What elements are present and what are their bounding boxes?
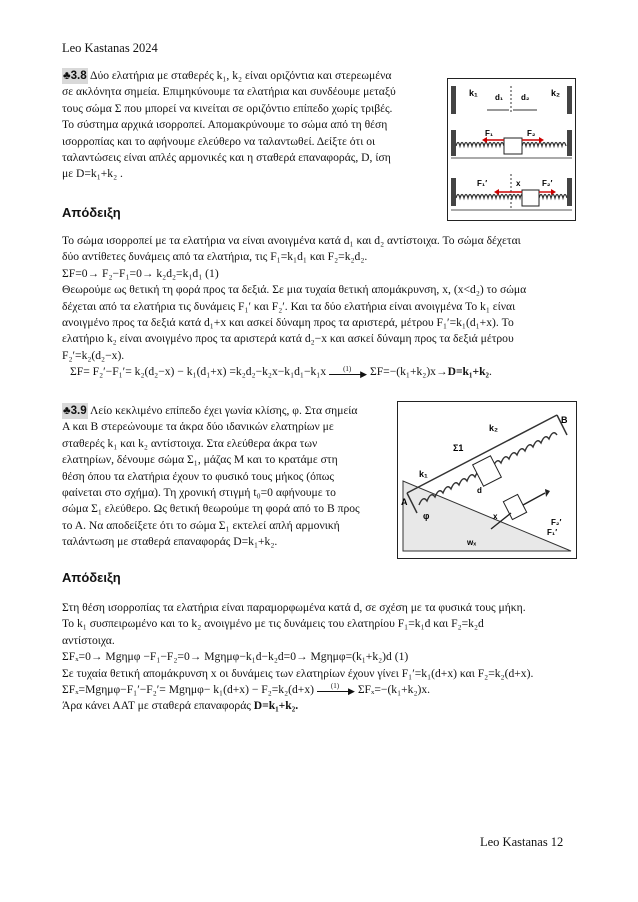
page-header: Leo Kastanas 2024: [62, 41, 158, 55]
label-x: x: [493, 512, 498, 521]
label-d: d: [477, 486, 482, 495]
label-F2: F₂: [527, 129, 536, 138]
label-F1: F₁: [485, 129, 494, 138]
label-d2: d₂: [521, 93, 530, 102]
label-wx: wₓ: [467, 538, 477, 547]
proof-title-3-9: Απόδειξη: [62, 570, 121, 585]
label-phi: φ: [423, 511, 430, 521]
implies-arrow: (1) ▶: [317, 685, 355, 695]
problem-number: ♣3.9: [62, 403, 88, 419]
label-F1-prime: F₁′: [477, 179, 488, 188]
implies-arrow: (1) ▶: [329, 368, 367, 378]
label-k2: k₂: [551, 88, 561, 98]
label-A: A: [401, 497, 408, 507]
problem-3-9-text: ♣3.9 Λείο κεκλιμένο επίπεδο έχει γωνία κλίσης, φ. Στα σημεία Α και Β στερεώνουμε τα άκρα δύο ιδανικών ελατηρίων με σταθερές k₁ και k₂ αντίστοιχα. Στα ελεύθερα άκρα των ελατηρίων, δένουμε σώμα Σ₁, μάζας Μ και το κρατάμε στη θέση όπου τα ελατήρια έχουν το φυσικό τους μήκος (όπως φαίνεται στο σχήμα). Τη χρονική στιγμή t₀=0 αφήνουμε το σώμα Σ₁ ελεύθερο. Ως θετική θεωρούμε τη φορά από το Β προς το Α. Να αποδείξετε ότι το σώμα Σ₁ εκτελεί απλή αρμονική ταλάντωση με σταθερά επαναφοράς D=k₁+k₂.: [62, 404, 360, 549]
block: [504, 138, 522, 154]
wall-left: [451, 86, 456, 114]
inclined-springs-figure: [397, 401, 577, 559]
label-k1: k₁: [419, 469, 428, 479]
label-B: B: [561, 415, 568, 425]
proof-3-8: Το σώμα ισορροπεί με τα ελατήρια να είναι ανοιγμένα κατά d₁ και d₂ αντίστοιχα. Το σώμα δέχεται δύο αντίθετες δυνάμεις από τα ελατήρια, τις F₁=k₁d₁ και F₂=k₂d₂. ΣF=0→ F₂−F₁=0→ k₂d₂=k₁d₁ (1) Θεωρούμε ως θετική τη φορά προς τα δεξιά. Σε μια τυχαία θετική απομάκρυνση, x, (x<d₂) το σώμα δέχεται από τα ελατήρια τις δυνάμεις F₁′ και F₂′. Και τα δύο ελατήρια είναι ανοιγμένα Το k₁ είναι ανοιγμένο προς τα δεξιά κατά d₁+x και ασκεί δύναμη προς τα αριστερά, μέτρου F₁′=k₁(d₁+x). Το ελατήριο k₂ είναι ανοιγμένο προς τα αριστερά κατά d₂−x και ασκεί δύναμη προς τα δεξιά μέτρου F₂′=k₂(d₂−x). ΣF= F₂′−F₁′= k₂(d₂−x) − k₁(d₁+x) =k₂d₂−k₂x−k₁d₁−k₁x (1) ▶ ΣF=−(k₁+k₂)x→D=k₁+k₂.: [62, 233, 578, 381]
springs-horizontal-figure: [447, 78, 576, 221]
label-k1: k₁: [469, 88, 478, 98]
wall-right: [567, 86, 572, 114]
label-F2-prime: F₂′: [551, 518, 562, 527]
label-F2-prime: F₂′: [542, 179, 553, 188]
problem-number: ♣3.8: [62, 68, 88, 84]
label-S1: Σ1: [453, 443, 464, 453]
page-footer: Leo Kastanas 12: [480, 835, 564, 849]
equation-line: ΣFₓ=Mgημφ−F₁′−F₂′= Mgημφ− k₁(d+x) − F₂=k₂(d+x) (1) ▶ ΣFₓ=−(k₁+k₂)x.: [62, 682, 431, 697]
label-d1: d₁: [495, 93, 504, 102]
proof-3-9: Στη θέση ισορροπίας τα ελατήρια είναι παραμορφωμένα κατά d, σε σχέση με τα φυσικά τους μήκη. Το k₁ συσπειρωμένο και το k₂ ανοιγμένο με τις δυνάμεις του ελατηρίου F₁=k₁d και F₂=k₂d αντίστοιχα. ΣFₓ=0→ Mgημφ −F₁−F₂=0→ Mgημφ−k₁d−k₂d=0→ Mgημφ=(k₁+k₂)d (1) Σε τυχαία θετική απομάκρυνση x οι δυνάμεις των ελατηρίων έχουν γίνει F₁′=k₁(d+x) και F₂=k₂(d+x). ΣFₓ=Mgημφ−F₁′−F₂′= Mgημφ− k₁(d+x) − F₂=k₂(d+x) (1) ▶ ΣFₓ=−(k₁+k₂)x. Άρα κάνει ΑΑΤ με σταθερά επαναφοράς D=k₁+k₂.: [62, 600, 578, 715]
label-x: x: [516, 179, 521, 188]
problem-3-8-text: ♣3.8 Δύο ελατήρια με σταθερές k₁, k₂ είναι οριζόντια και στερεωμένα σε ακλόνητα σημεία. Επιμηκύνουμε τα ελατήρια και συνδέουμε μεταξύ τους σώμα Σ που μπορεί να κινείται σε οριζόντιο επίπεδο χωρίς τριβές. Το σύστημα αρχικά ισορροπεί. Απομακρύνουμε το σώμα από τη θέση ισορροπίας και το αφήνουμε ελεύθερο να ταλαντωθεί. Δείξτε ότι οι ταλαντώσεις είναι απλές αρμονικές και η σταθερά επαναφοράς, D, ίση με D=k₁+k₂ .: [62, 69, 396, 181]
proof-title-3-8: Απόδειξη: [62, 205, 121, 220]
label-F1-prime: F₁′: [547, 528, 558, 537]
label-k2: k₂: [489, 423, 499, 433]
final-equation: ΣF= F₂′−F₁′= k₂(d₂−x) − k₁(d₁+x) =k₂d₂−k₂x−k₁d₁−k₁x (1) ▶ ΣF=−(k₁+k₂)x→D=k₁+k₂.: [70, 364, 492, 379]
